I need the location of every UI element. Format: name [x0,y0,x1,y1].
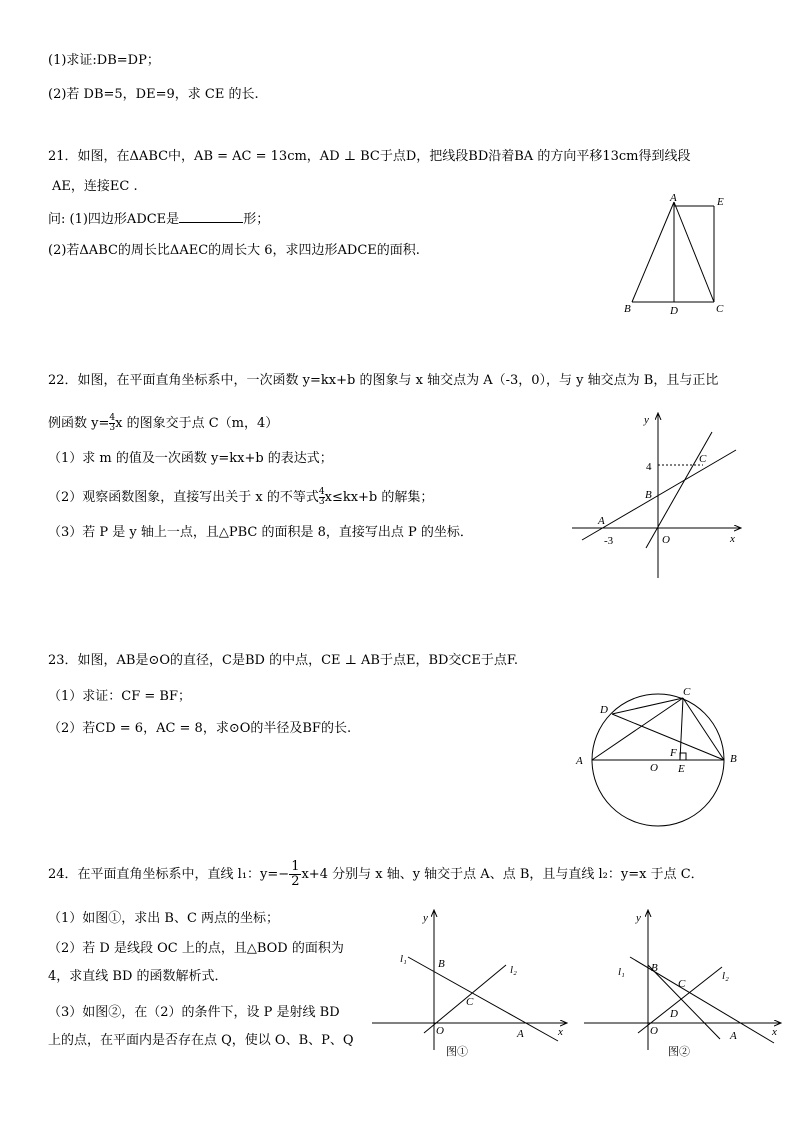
label-x: x [772,1026,777,1038]
q23-question1: （1）求证：CF = BF； [48,689,191,704]
q20-part1: (1)求证:DB=DP； [48,53,160,68]
q21-question1: 问: (1)四边形ADCE是 形； [48,212,270,227]
label-x: x [730,533,735,545]
label-A: A [576,755,583,767]
q24-line1: 24．在平面直角坐标系中，直线 l₁：y=− $\frac{1}{2}$ x+4 分别与 x 轴、y 轴交于点 A、点 B，且与直线 l₂：y=x 于点 C． [48,859,704,889]
figure2-caption: 图② [668,1046,690,1058]
q23-figure [570,680,750,830]
label-y: y [636,912,641,924]
label-l2: l₂ [722,970,729,982]
label-D: D [670,1008,678,1020]
q22-question1: （1）求 m 的值及一次函数 y=kx+b 的表达式； [48,451,333,466]
q23-line1: 23．如图，AB是⊙O的直径，C是BD 的中点，CE ⊥ AB于点E，BD交CE于点F. [48,653,518,668]
answer-blank [179,210,243,223]
label-4: 4 [646,461,652,473]
q21-line2: AE，连接EC . [52,179,138,194]
label-l1: l₁ [400,953,407,965]
label-A: A [730,1030,737,1042]
q22-question2: （2）观察函数图象，直接写出关于 x 的不等式 $\frac{4}{3}$ x≤kx+b 的解集； [48,487,434,507]
label-A: A [517,1028,524,1040]
label-B: B [730,753,737,765]
label-D: D [600,704,608,716]
q22-line1: 22．如图，在平面直角坐标系中，一次函数 y=kx+b 的图象与 x 轴交点为 A（-3，0），与 y 轴交点为 B，且与正比 [48,373,719,388]
q24-question3a: （3）如图②，在（2）的条件下，设 P 是射线 BD [48,1005,340,1020]
q24-question2b: 4，求直线 BD 的函数解析式． [48,969,228,984]
label-C: C [716,303,724,315]
q20-part2: (2)若 DB=5，DE=9，求 CE 的长. [48,87,259,102]
label-neg3: -3 [604,535,614,547]
label-B: B [651,962,658,974]
label-A: A [670,192,677,204]
fraction-1-2: $\frac{1}{2}$ [291,859,300,889]
label-C: C [699,453,707,465]
label-O: O [650,1025,658,1037]
q21-question2: (2)若ΔABC的周长比ΔAEC的周长大 6，求四边形ADCE的面积. [48,243,420,258]
q21-line1: 21．如图，在ΔABC中，AB = AC = 13cm，AD ⊥ BC于点D，把线段BD沿着BA 的方向平移13cm得到线段 [48,149,691,164]
figure1-caption: 图① [446,1046,468,1058]
label-D: D [670,305,678,317]
fraction-4-3: $\frac{4}{3}$ [318,487,325,507]
label-C: C [678,978,686,990]
label-O: O [662,534,670,546]
q22-question3: （3）若 P 是 y 轴上一点，且△PBC 的面积是 8，直接写出点 P 的坐标． [48,525,473,540]
label-C: C [683,686,691,698]
q24-question3b: 上的点，在平面内是否存在点 Q，使以 O、B、P、Q [48,1033,354,1048]
label-O: O [436,1025,444,1037]
label-E: E [717,196,724,208]
q23-question2: （2）若CD = 6，AC = 8，求⊙O的半径及BF的长. [48,721,352,736]
q24-figure2 [580,905,788,1070]
label-C: C [466,996,474,1008]
label-x: x [558,1026,563,1038]
q22-figure [568,408,748,583]
label-B: B [438,958,445,970]
label-l2: l₂ [510,964,517,976]
label-F: F [670,747,677,759]
label-l1: l₁ [618,966,625,978]
label-y: y [423,912,428,924]
q24-figure1 [368,905,578,1070]
q21-figure [618,190,730,320]
fraction-4-3: $\frac{4}{3}$ [109,413,116,433]
label-E: E [678,763,685,775]
q24-question2a: （2）若 D 是线段 OC 上的点，且△BOD 的面积为 [48,941,344,956]
label-y: y [644,414,649,426]
q22-line2: 例函数 y= $\frac{4}{3}$ x 的图象交于点 C（m，4） [48,413,279,433]
label-O: O [650,762,658,774]
q24-question1: （1）如图①，求出 B、C 两点的坐标； [48,911,280,926]
label-B: B [645,489,652,501]
label-B: B [624,303,631,315]
label-A: A [598,515,605,527]
